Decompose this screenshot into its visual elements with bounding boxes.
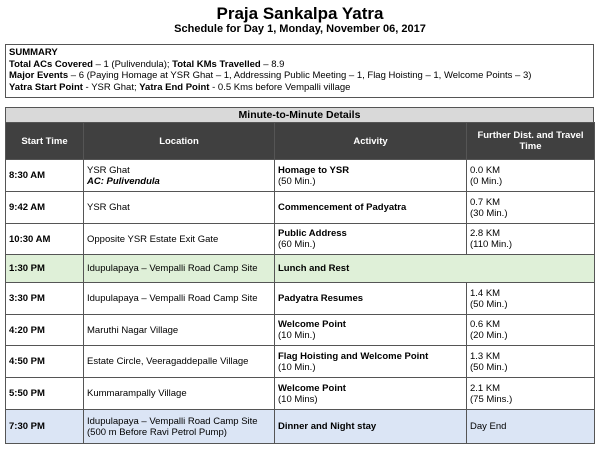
location-name: Opposite YSR Estate Exit Gate bbox=[87, 233, 219, 245]
summary-start-end bbox=[9, 82, 590, 94]
table-row bbox=[6, 224, 595, 255]
col-header-activity: Activity bbox=[275, 123, 467, 160]
activity-name: Homage to YSR bbox=[278, 164, 350, 176]
table-row bbox=[6, 192, 595, 224]
distance-value: 2.1 KM bbox=[470, 382, 501, 394]
summary-acs-kms bbox=[9, 59, 590, 71]
row-activity bbox=[275, 346, 467, 378]
row-time: 7:30 PM bbox=[6, 410, 84, 444]
row-location bbox=[84, 315, 275, 346]
activity-duration: (50 Min.) bbox=[278, 175, 316, 187]
row-activity bbox=[275, 283, 467, 315]
summary-heading: SUMMARY bbox=[9, 47, 58, 58]
page-subtitle: Schedule for Day 1, Monday, November 06, 2017 bbox=[174, 23, 426, 35]
row-location bbox=[84, 192, 275, 224]
distance-value: 2.8 KM bbox=[470, 228, 501, 239]
travel-time: (0 Min.) bbox=[470, 175, 503, 187]
table-row bbox=[6, 160, 595, 192]
travel-time: (50 Min.) bbox=[470, 298, 508, 310]
table-row bbox=[6, 315, 595, 346]
summary-box bbox=[5, 44, 594, 98]
row-distance bbox=[467, 346, 595, 378]
events-value: – 6 (Paying Homage at YSR Ghat – 1, Addressing Public Meeting – 1, Flag Hoisting – 1, Welcome Points – 3) bbox=[68, 70, 532, 81]
end-value: - 0.5 Kms before Vempalli village bbox=[209, 81, 351, 93]
row-activity bbox=[275, 315, 467, 346]
kms-label: Total KMs Travelled bbox=[172, 58, 261, 70]
activity-duration: (10 Mins) bbox=[278, 393, 318, 405]
table-row bbox=[6, 283, 595, 315]
row-location bbox=[84, 160, 275, 192]
col-header-time: Start Time bbox=[6, 123, 84, 160]
travel-time: (20 Min.) bbox=[470, 330, 508, 341]
acs-value: – 1 (Pulivendula); bbox=[92, 58, 173, 70]
row-activity bbox=[275, 192, 467, 224]
row-time: 4:20 PM bbox=[6, 315, 84, 346]
acs-label: Total ACs Covered bbox=[9, 58, 93, 70]
activity-name: Padyatra Resumes bbox=[278, 293, 364, 304]
row-time: 4:50 PM bbox=[6, 346, 84, 378]
col-header-location: Location bbox=[84, 123, 275, 160]
table-row bbox=[6, 255, 595, 283]
distance-value: 1.3 KM bbox=[470, 350, 501, 362]
distance-value: 0.6 KM bbox=[470, 319, 501, 330]
location-sub: AC: Pulivendula bbox=[87, 175, 160, 187]
row-time: 5:50 PM bbox=[6, 378, 84, 410]
kms-value: – 8.9 bbox=[260, 58, 285, 70]
row-distance bbox=[467, 283, 595, 315]
row-time: 8:30 AM bbox=[6, 160, 84, 192]
row-activity bbox=[275, 378, 467, 410]
location-name: Kummarampally Village bbox=[87, 388, 187, 399]
travel-time: (50 Min.) bbox=[470, 361, 508, 373]
row-location bbox=[84, 378, 275, 410]
travel-time: (110 Min.) bbox=[470, 239, 513, 250]
start-value: - YSR Ghat; bbox=[82, 81, 140, 93]
location-name: Maruthi Nagar Village bbox=[87, 324, 179, 336]
row-time: 9:42 AM bbox=[6, 192, 84, 224]
schedule-table bbox=[5, 122, 595, 444]
row-activity bbox=[275, 255, 595, 283]
col-header-distance: Further Dist. and Travel Time bbox=[467, 123, 595, 160]
details-heading: Minute-to-Minute Details bbox=[5, 107, 594, 123]
row-location bbox=[84, 410, 275, 444]
table-header-row bbox=[6, 123, 595, 160]
location-sub: (500 m Before Ravi Petrol Pump) bbox=[87, 426, 227, 438]
distance-value: 0.7 KM bbox=[470, 196, 501, 208]
row-distance bbox=[467, 315, 595, 346]
activity-name: Commencement of Padyatra bbox=[278, 202, 407, 213]
activity-duration: (60 Min.) bbox=[278, 239, 316, 250]
row-activity bbox=[275, 224, 467, 255]
location-name: YSR Ghat bbox=[87, 164, 130, 176]
distance-value: 0.0 KM bbox=[470, 164, 501, 176]
activity-name: Welcome Point bbox=[278, 319, 346, 330]
activity-name: Flag Hoisting and Welcome Point bbox=[278, 350, 429, 362]
location-name: Idupulapaya – Vempalli Road Camp Site bbox=[87, 415, 258, 427]
row-location bbox=[84, 346, 275, 378]
location-name: Estate Circle, Veeragaddepalle Village bbox=[87, 356, 249, 367]
row-location bbox=[84, 224, 275, 255]
row-distance bbox=[467, 378, 595, 410]
row-distance bbox=[467, 160, 595, 192]
row-distance bbox=[467, 224, 595, 255]
page-title: Praja Sankalpa Yatra bbox=[216, 4, 384, 23]
end-label: Yatra End Point bbox=[139, 81, 210, 93]
travel-time: (75 Mins.) bbox=[470, 393, 513, 405]
row-location bbox=[84, 255, 275, 283]
summary-events bbox=[9, 70, 590, 82]
row-time: 3:30 PM bbox=[6, 283, 84, 315]
row-distance bbox=[467, 192, 595, 224]
activity-name: Welcome Point bbox=[278, 382, 346, 394]
activity-duration: (10 Min.) bbox=[278, 330, 316, 341]
events-label: Major Events bbox=[9, 70, 69, 81]
travel-time: (30 Min.) bbox=[470, 207, 508, 219]
row-time: 1:30 PM bbox=[6, 255, 84, 283]
table-row bbox=[6, 410, 595, 444]
start-label: Yatra Start Point bbox=[9, 81, 83, 93]
row-activity bbox=[275, 410, 467, 444]
distance-value: 1.4 KM bbox=[470, 287, 501, 299]
location-name: Idupulapaya – Vempalli Road Camp Site bbox=[87, 263, 258, 274]
row-activity bbox=[275, 160, 467, 192]
row-distance bbox=[467, 410, 595, 444]
activity-name: Public Address bbox=[278, 228, 347, 239]
distance-value: Day End bbox=[470, 421, 507, 432]
row-time: 10:30 AM bbox=[6, 224, 84, 255]
location-name: YSR Ghat bbox=[87, 202, 130, 213]
table-row bbox=[6, 346, 595, 378]
activity-name: Lunch and Rest bbox=[278, 263, 350, 274]
location-name: Idupulapaya – Vempalli Road Camp Site bbox=[87, 293, 258, 304]
activity-name: Dinner and Night stay bbox=[278, 421, 377, 432]
table-row bbox=[6, 378, 595, 410]
activity-duration: (10 Min.) bbox=[278, 361, 316, 373]
row-location bbox=[84, 283, 275, 315]
